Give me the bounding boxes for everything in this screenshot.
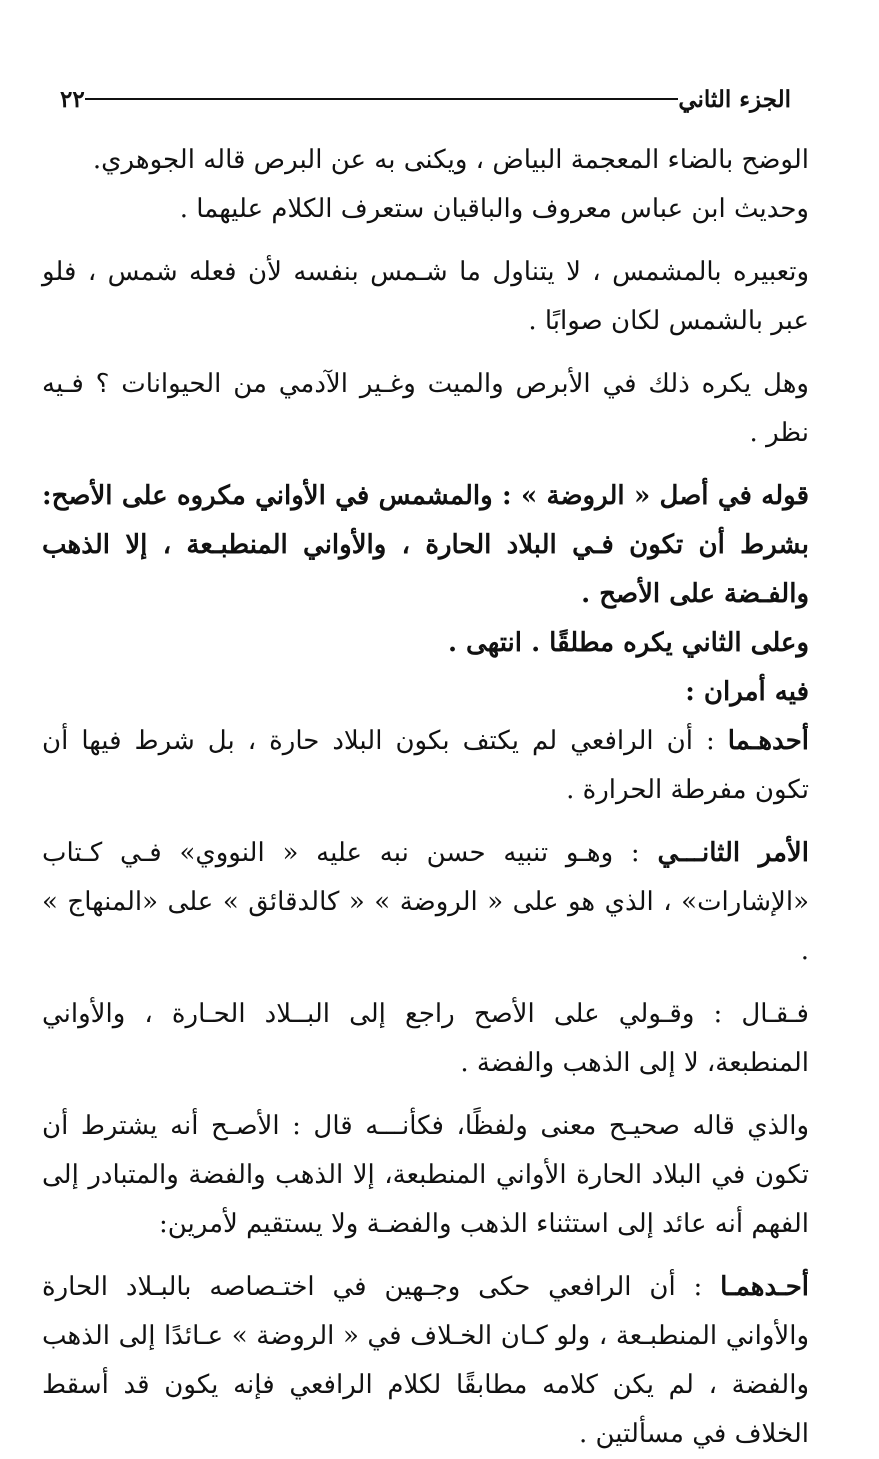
paragraph-3: وتعبيره بالمشمس ، لا يتناول ما شـمس بنفسه لأن فعله شمس ، فلو عبر بالشمس لكان صوابًا . [42,257,809,336]
paragraph-4: وهل يكره ذلك في الأبرص والميت وغـير الآدمي من الحيوانات ؟ فـيه نظر . [42,369,809,448]
running-title: الجزء الثاني [678,85,791,113]
paragraph-10: فـقـال : وقـولي على الأصح راجع إلى البــلاد الحـارة ، والأواني المنطبعة، لا إلى الذهب والفضة . [42,999,809,1078]
page-number: ٢٢ [60,85,85,113]
header-rule [85,98,679,100]
paragraph-9-text: : وهـو تنبيه حسن نبه عليه « النووي» فـي كـتاب «الإشارات» ، الذي هو على « الروضة » « كالدقائق » على «المنهاج » . [42,838,809,966]
paragraph-12 [42,1263,809,1459]
paragraph-8 [42,717,809,815]
paragraph-2: وحديث ابن عباس معروف والباقيان ستعرف الكلام عليهما . [179,194,809,224]
paragraph-12-text: : أن الرافعي حكى وجـهين في اختـصاصه بالبـلاد الحارة والأواني المنطبـعة ، ولو كـان الخـلاف في « الروضة » عـائدًا إلى الذهب والفضة ، لم يكن كلامه مطابقًا لكلام الرافعي فإنه يكون قد أسقط الخلاف في مسألتين . [42,1272,810,1449]
paragraph-9-lead: الأمر الثانـــي [657,838,809,868]
paragraph-6: وعلى الثاني يكره مطلقًا . انتهى . [447,628,809,658]
paragraph-11: والذي قاله صحيـح معنى ولفظًا، فكأنـــه قال : الأصـح أنه يشترط أن تكون في البلاد الحارة الأواني المنطبعة، إلا الذهب والفضة والمتبادر إلى الفهم أنه عائد إلى استثناء الذهب والفضـة ولا يستقيم لأمرين: [42,1111,809,1239]
page-body [42,136,809,1459]
paragraph-9 [42,829,809,976]
paragraph-8-lead: أحدهـما [727,726,809,756]
page-header [42,70,809,128]
paragraph-1: الوضح بالضاء المعجمة البياض ، ويكنى به عن البرص قاله الجوهري. [92,145,809,175]
paragraph-7: فيه أمران : [685,677,809,707]
paragraph-8-text: : أن الرافعي لم يكتف بكون البلاد حارة ، بل شرط فيها أن تكون مفرطة الحرارة . [42,726,809,805]
paragraph-12-lead: أحـدهمـا [720,1272,809,1302]
quoted-passage: قوله في أصل « الروضة » : والمشمس في الأواني مكروه على الأصح: بشرط أن تكون فـي البلاد الحارة ، والأواني المنطبـعة ، إلا الذهب والفـضة على الأصح . [42,481,809,609]
